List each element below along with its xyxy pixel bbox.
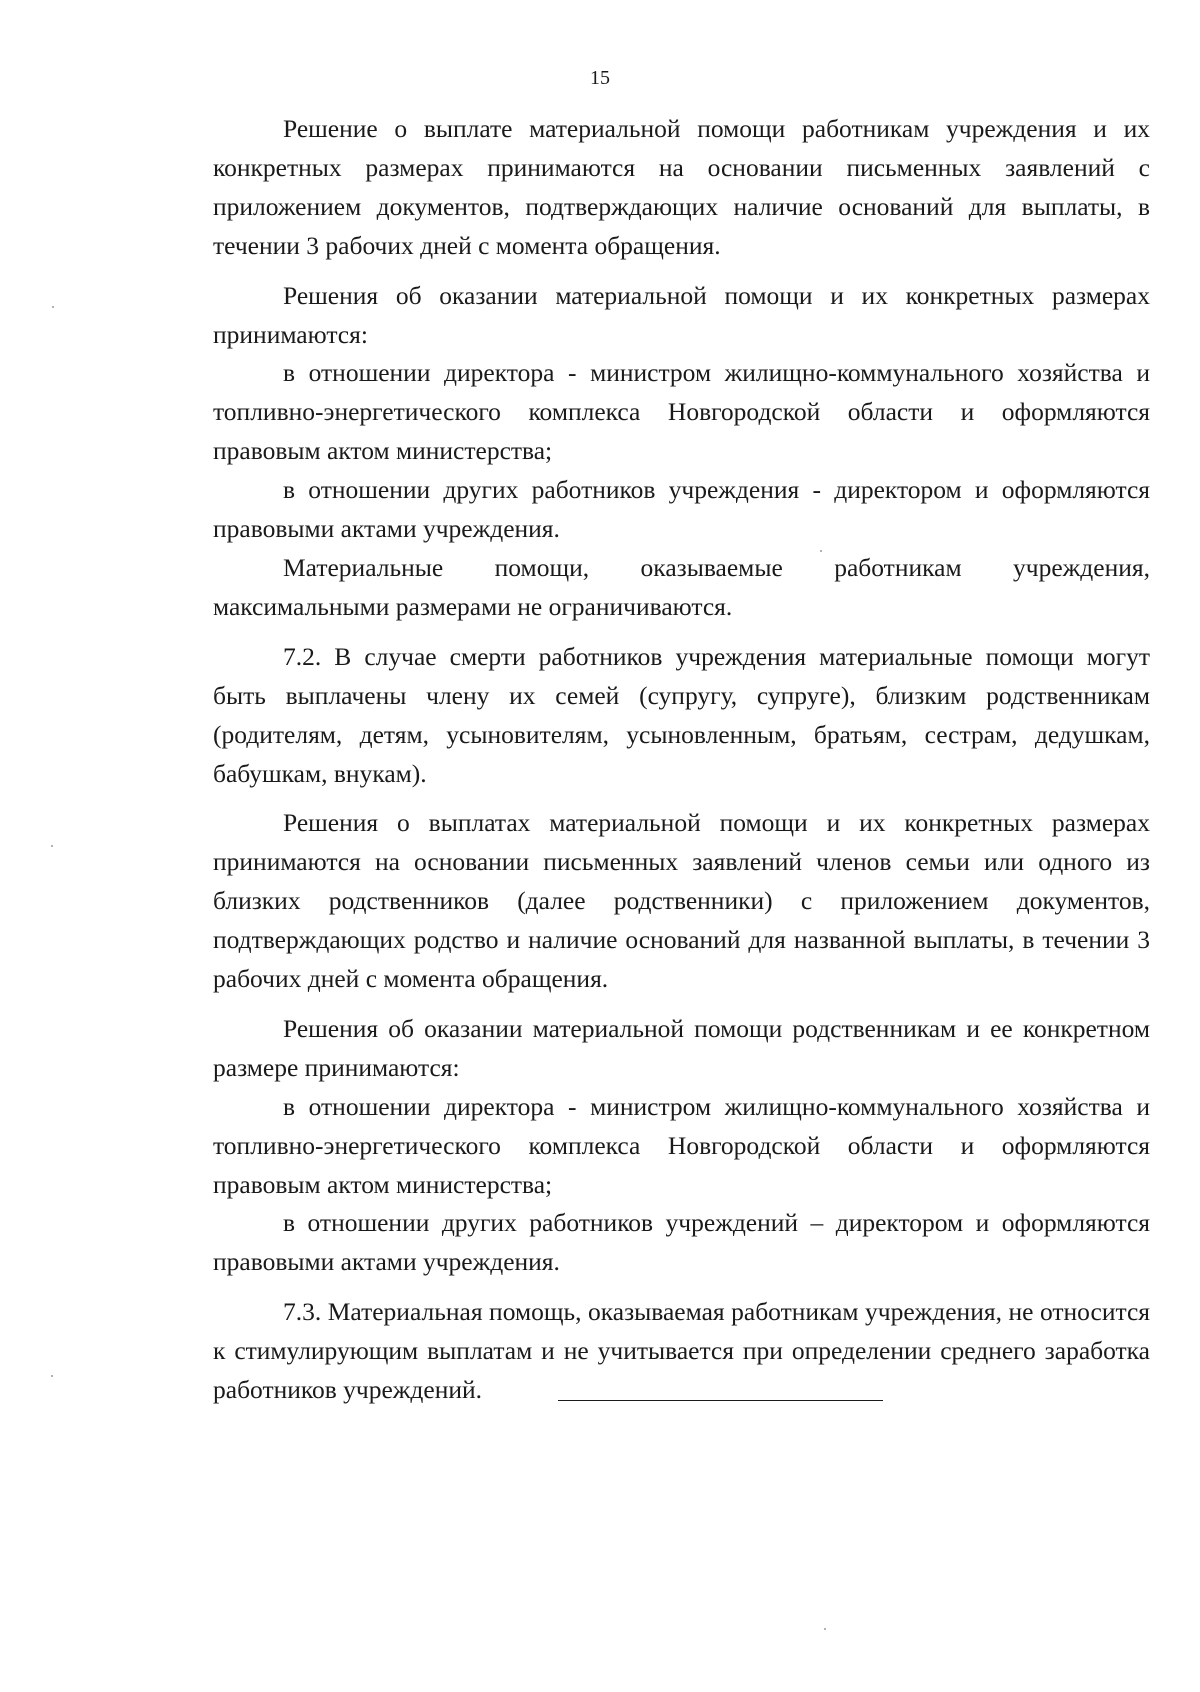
paragraph-decisions-intro: Решения об оказании материальной помощи и их конкретных размерах принимаются: (213, 280, 1150, 349)
paragraph-other-workers-clause: в отношении других работников учреждения - директором и оформляются правовыми актами учреждения. (213, 475, 1150, 544)
scan-speck (824, 1628, 826, 1630)
page-number: 15 (590, 67, 610, 89)
scan-speck (51, 1375, 53, 1377)
paragraph-material-aid-decision: Решение о выплате материальной помощи работникам учреждения и их конкретных размерах принимаются на основании письменных заявлений с приложением документов, подтверждающих наличие оснований для выплаты, в течении 3 рабочих дней с момента обращения. (213, 114, 1150, 260)
end-of-text-rule (558, 1400, 883, 1401)
paragraph-relatives-decision: Решения о выплатах материальной помощи и их конкретных размерах принимаются на основании письменных заявлений членов семьи или одного из близких родственников (далее родственники) с приложением документов, подтверждающих родство и наличие оснований для названной выплаты, в течении 3 рабочих дней с момента обращения. (213, 808, 1150, 994)
document-body (213, 110, 1150, 1421)
scan-speck (52, 306, 54, 308)
paragraph-no-max-limit: Материальные помощи, оказываемые работникам учреждения, максимальными размерами не ограничиваются. (213, 552, 1150, 621)
paragraph-7-3: 7.3. Материальная помощь, оказываемая работникам учреждения, не относится к стимулирующим выплатам и не учитывается при определении среднего заработка работников учреждений. (213, 1297, 1150, 1405)
paragraph-7-2: 7.2. В случае смерти работников учреждения материальные помощи могут быть выплачены члену их семей (супругу, супруге), близким родственникам (родителям, детям, усыновителям, усыновленным, братьям, сестрам, дедушкам, бабушкам, внукам). (213, 641, 1150, 788)
paragraph-relatives-director-clause: в отношении директора - министром жилищно-коммунального хозяйства и топливно-энергетического комплекса Новгородской области и оформляются правовым актом министерства; (213, 1091, 1150, 1199)
paragraph-director-clause: в отношении директора - министром жилищно-коммунального хозяйства и топливно-энергетического комплекса Новгородской области и оформляются правовым актом министерства; (213, 358, 1150, 466)
paragraph-relatives-other-workers-clause: в отношении других работников учреждений – директором и оформляются правовыми актами учреждения. (213, 1208, 1150, 1277)
scan-speck (820, 550, 822, 552)
scan-speck (51, 845, 53, 847)
paragraph-relatives-aid-intro: Решения об оказании материальной помощи родственникам и ее конкретном размере принимаются: (213, 1013, 1150, 1082)
